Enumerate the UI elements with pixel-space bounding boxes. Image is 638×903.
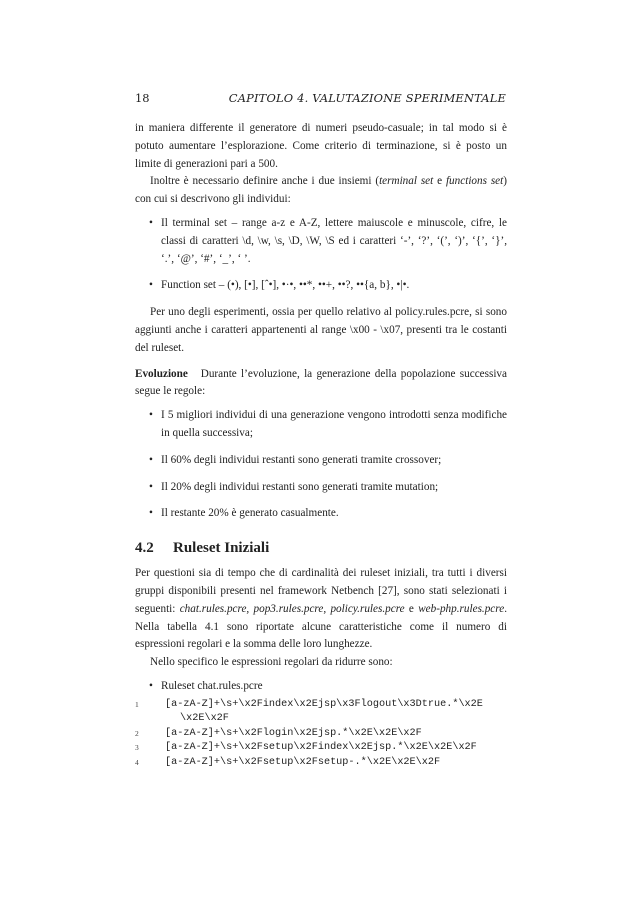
ruleset-files: chat.rules.pcre, pop3.rules.pcre, policy.rules.pcre <box>179 602 405 615</box>
rules-list <box>135 407 507 523</box>
line-number: 3 <box>135 743 139 753</box>
policy-paragraph: Per uno degli esperimenti, ossia per quello relativo al policy.rules.pcre, si sono aggiunti anche i caratteri appartenenti al range \x00 - \x07, presenti tra le costanti del ruleset. <box>135 306 507 354</box>
list-item <box>135 452 507 470</box>
sets-intro-tail: ) con cui si descrivono gli individui: <box>135 175 507 206</box>
bullet-icon: • <box>149 679 153 692</box>
ruleset-file-last: web-php.rules.pcre <box>418 602 505 615</box>
bullet-icon: • <box>149 507 153 520</box>
list-item <box>135 479 507 497</box>
ruleset-paragraph <box>135 565 507 654</box>
evoluzione-heading: Evoluzione <box>135 367 188 380</box>
sets-intro-paragraph <box>135 173 507 209</box>
ruleset-text: Per questioni sia di tempo che di cardinalità dei ruleset iniziali, tra tutti i diversi gruppi disponibili presenti nel framework Netbench [27], sono stati selezionati i seguenti: <box>135 567 507 615</box>
evoluzione-paragraph <box>135 366 507 402</box>
bullet-icon: • <box>149 409 153 422</box>
bullet-icon: • <box>149 216 153 229</box>
page-number: 18 <box>135 91 150 105</box>
code-text: [a-zA-Z]+\s+\x2Fsetup\x2Findex\x2Ejsp.*\x2E\x2E\x2F <box>165 742 477 754</box>
terminal-set-term: terminal set <box>379 175 434 188</box>
code-line <box>135 698 507 713</box>
list-item <box>135 505 507 523</box>
code-line <box>135 727 507 742</box>
bullet-icon: • <box>149 480 153 493</box>
chapter-title: CAPITOLO 4. VALUTAZIONE SPERIMENTALE <box>228 91 506 105</box>
code-text: [a-zA-Z]+\s+\x2Flogin\x2Ejsp.*\x2E\x2E\x2F <box>165 727 422 739</box>
intro-paragraph: in maniera differente il generatore di numeri pseudo-casuale; in tal modo si è potuto aumentare l’esplorazione. Come criterio di terminazione, si è posto un limite di generazioni pari a 500. <box>135 122 507 170</box>
code-text: \x2E\x2F <box>180 713 229 725</box>
running-header <box>135 90 506 106</box>
sets-intro-conj: e <box>433 175 446 188</box>
code-line <box>135 756 507 771</box>
section-heading <box>135 537 507 559</box>
code-line <box>135 741 507 756</box>
section-title: Ruleset Iniziali <box>173 540 270 557</box>
nello-paragraph: Nello specifico le espressioni regolari da ridurre sono: <box>150 656 393 669</box>
rule-text: Il 60% degli individui restanti sono generati tramite crossover; <box>161 453 442 466</box>
ruleset-item-label: Ruleset chat.rules.pcre <box>161 679 263 692</box>
line-number: 2 <box>135 728 139 738</box>
line-number: 1 <box>135 699 139 709</box>
line-number: 4 <box>135 757 139 767</box>
rule-text: Il restante 20% è generato casualmente. <box>161 507 339 520</box>
evoluzione-text: Durante l’evoluzione, la generazione della popolazione successiva segue le regole: <box>135 367 507 398</box>
section-number: 4.2 <box>135 540 154 557</box>
rule-text: I 5 migliori individui di una generazione vengono introdotti senza modifiche in quella successiva; <box>161 409 507 439</box>
list-item <box>135 277 507 295</box>
list-item <box>135 215 507 268</box>
body-text <box>135 120 507 770</box>
ruleset-tail: . Nella tabella 4.1 sono riportate alcune caratteristiche come il numero di espressioni regolari e la somma delle loro lunghezze. <box>135 602 507 651</box>
functions-set-term: functions set <box>445 175 504 188</box>
code-text: [a-zA-Z]+\s+\x2Fsetup\x2Fsetup-.*\x2E\x2E\x2F <box>165 756 441 768</box>
bullet-icon: • <box>149 453 153 466</box>
code-text: [a-zA-Z]+\s+\x2Findex\x2Ejsp\x3Flogout\x3Dtrue.*\x2E <box>165 698 483 710</box>
bullet-icon: • <box>149 279 153 292</box>
code-listing <box>135 698 507 771</box>
ruleset-list <box>135 678 507 696</box>
terminal-set-item: Il terminal set – range a-z e A-Z, lettere maiuscole e minuscole, cifre, le classi di caratteri \d, \w, \s, \D, \W, \S ed i caratteri ‘-’, ‘?’, ‘(’, ‘)’, ‘{’, ‘}’, ‘.’, ‘@’, ‘#’, ‘_’, ‘ ’. <box>161 216 507 265</box>
code-line <box>135 712 507 727</box>
ruleset-conj: e <box>404 602 419 615</box>
rule-text: Il 20% degli individui restanti sono generati tramite mutation; <box>161 480 439 493</box>
list-item <box>135 678 507 696</box>
list-item <box>135 407 507 443</box>
sets-list <box>135 215 507 295</box>
function-set-item: Function set – (•), [•], [ˆ•], •·•, ••*, ••+, ••?, ••{a, b}, •|•. <box>161 279 410 292</box>
sets-intro-text: Inoltre è necessario definire anche i due insiemi ( <box>150 175 380 188</box>
